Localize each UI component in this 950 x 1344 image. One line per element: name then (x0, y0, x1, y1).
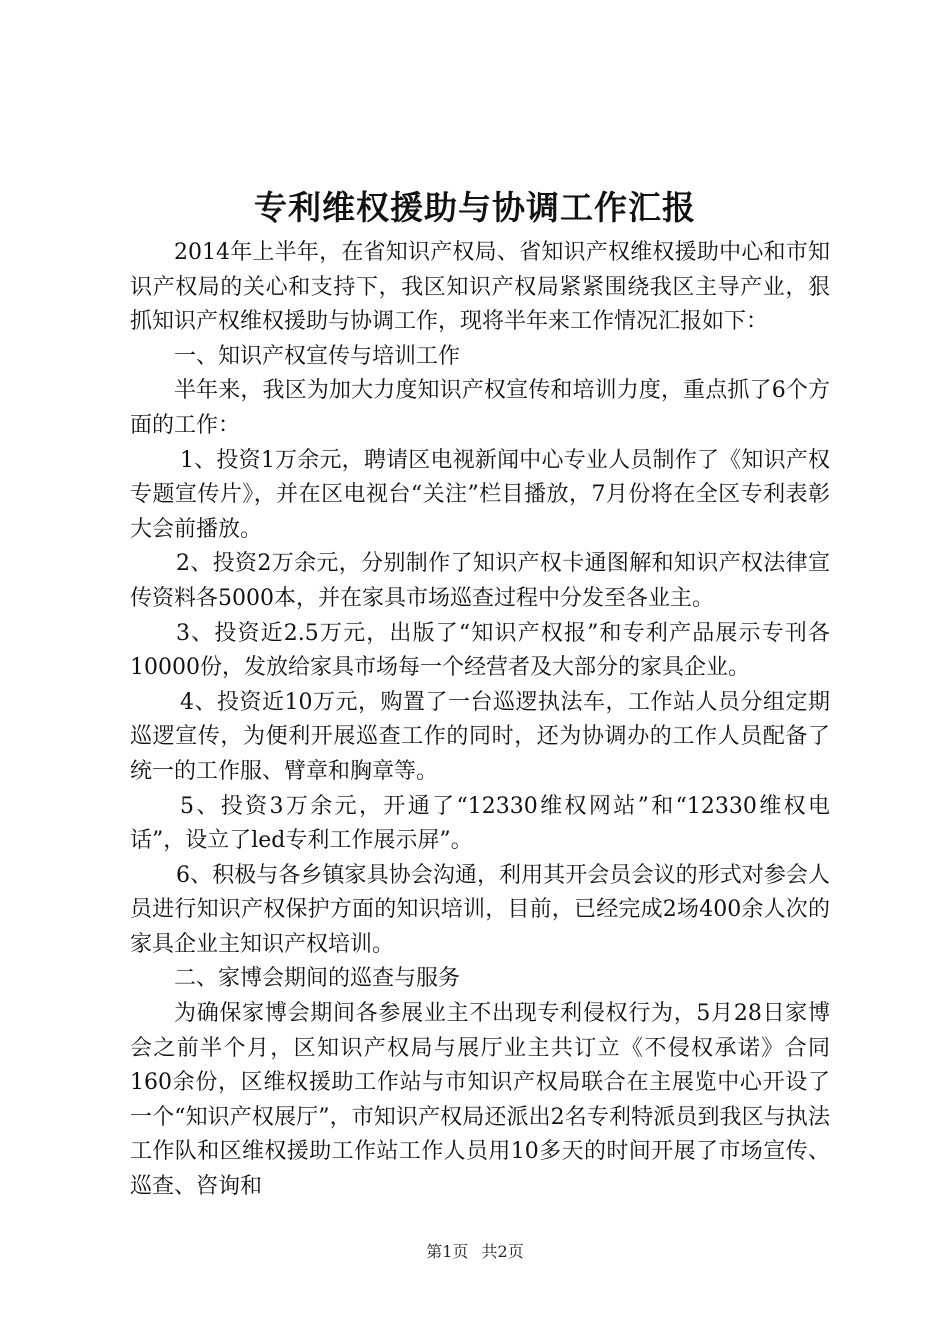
document-title: 专利维权援助与协调工作汇报 (254, 188, 696, 227)
page-footer (0, 1240, 950, 1264)
list-item-4: 4、投资近10万元，购置了一台巡逻执法车，工作站人员分组定期巡逻宣传，为便利开展巡查工作的同时，还为协调办的工作人员配备了统一的工作服、臂章和胸章等。 (130, 689, 830, 784)
list-item-1: 1、投资1万余元，聘请区电视新闻中心专业人员制作了《知识产权专题宣传片》，并在区电视台“关注”栏目播放，7月份将在全区专利表彰大会前播放。 (130, 447, 830, 542)
list-item-5: 5、投资3万余元，开通了“12330维权网站”和“12330维权电话”，设立了led专利工作展示屏”。 (130, 793, 830, 854)
paragraph-section2: 为确保家博会期间各参展业主不出现专利侵权行为，5月28日家博会之前半个月，区知识产权局与展厅业主共订立《不侵权承诺》合同160余份，区维权援助工作站与市知识产权局联合在主展览中心开设了一个“知识产权展厅”，市知识产权局还派出2名专利特派员到我区与执法工作队和区维权援助工作站工作人员用10多天的时间开展了市场宣传、巡查、咨询和 (130, 1001, 830, 1200)
list-item-3: 3、投资近2.5万元，出版了“知识产权报”和专利产品展示专刊各10000份，发放给家具市场每一个经营者及大部分的家具企业。 (130, 620, 830, 681)
section-heading-1: 一、知识产权宣传与培训工作 (174, 343, 461, 369)
page-number: 第1页 (426, 1242, 469, 1261)
section-heading-2: 二、家博会期间的巡查与服务 (174, 966, 461, 992)
list-item-2: 2、投资2万余元，分别制作了知识产权卡通图解和知识产权法律宣传资料各5000本，并在家具市场巡查过程中分发至各业主。 (130, 551, 830, 611)
page-total: 共2页 (481, 1242, 524, 1261)
list-item-6: 6、积极与各乡镇家具协会沟通，利用其开会员会议的形式对参会人员进行知识产权保护方面的知识培训，目前，已经完成2场400余人次的家具企业主知识产权培训。 (130, 862, 830, 957)
document-body (130, 236, 830, 1205)
paragraph-intro: 2014年上半年，在省知识产权局、省知识产权维权援助中心和市知识产权局的关心和支持下，我区知识产权局紧紧围绕我区主导产业，狠抓知识产权维权援助与协调工作，现将半年来工作情况汇报如下： (130, 240, 830, 335)
paragraph-section1-intro: 半年来，我区为加大力度知识产权宣传和培训力度，重点抓了6个方面的工作： (130, 378, 830, 438)
